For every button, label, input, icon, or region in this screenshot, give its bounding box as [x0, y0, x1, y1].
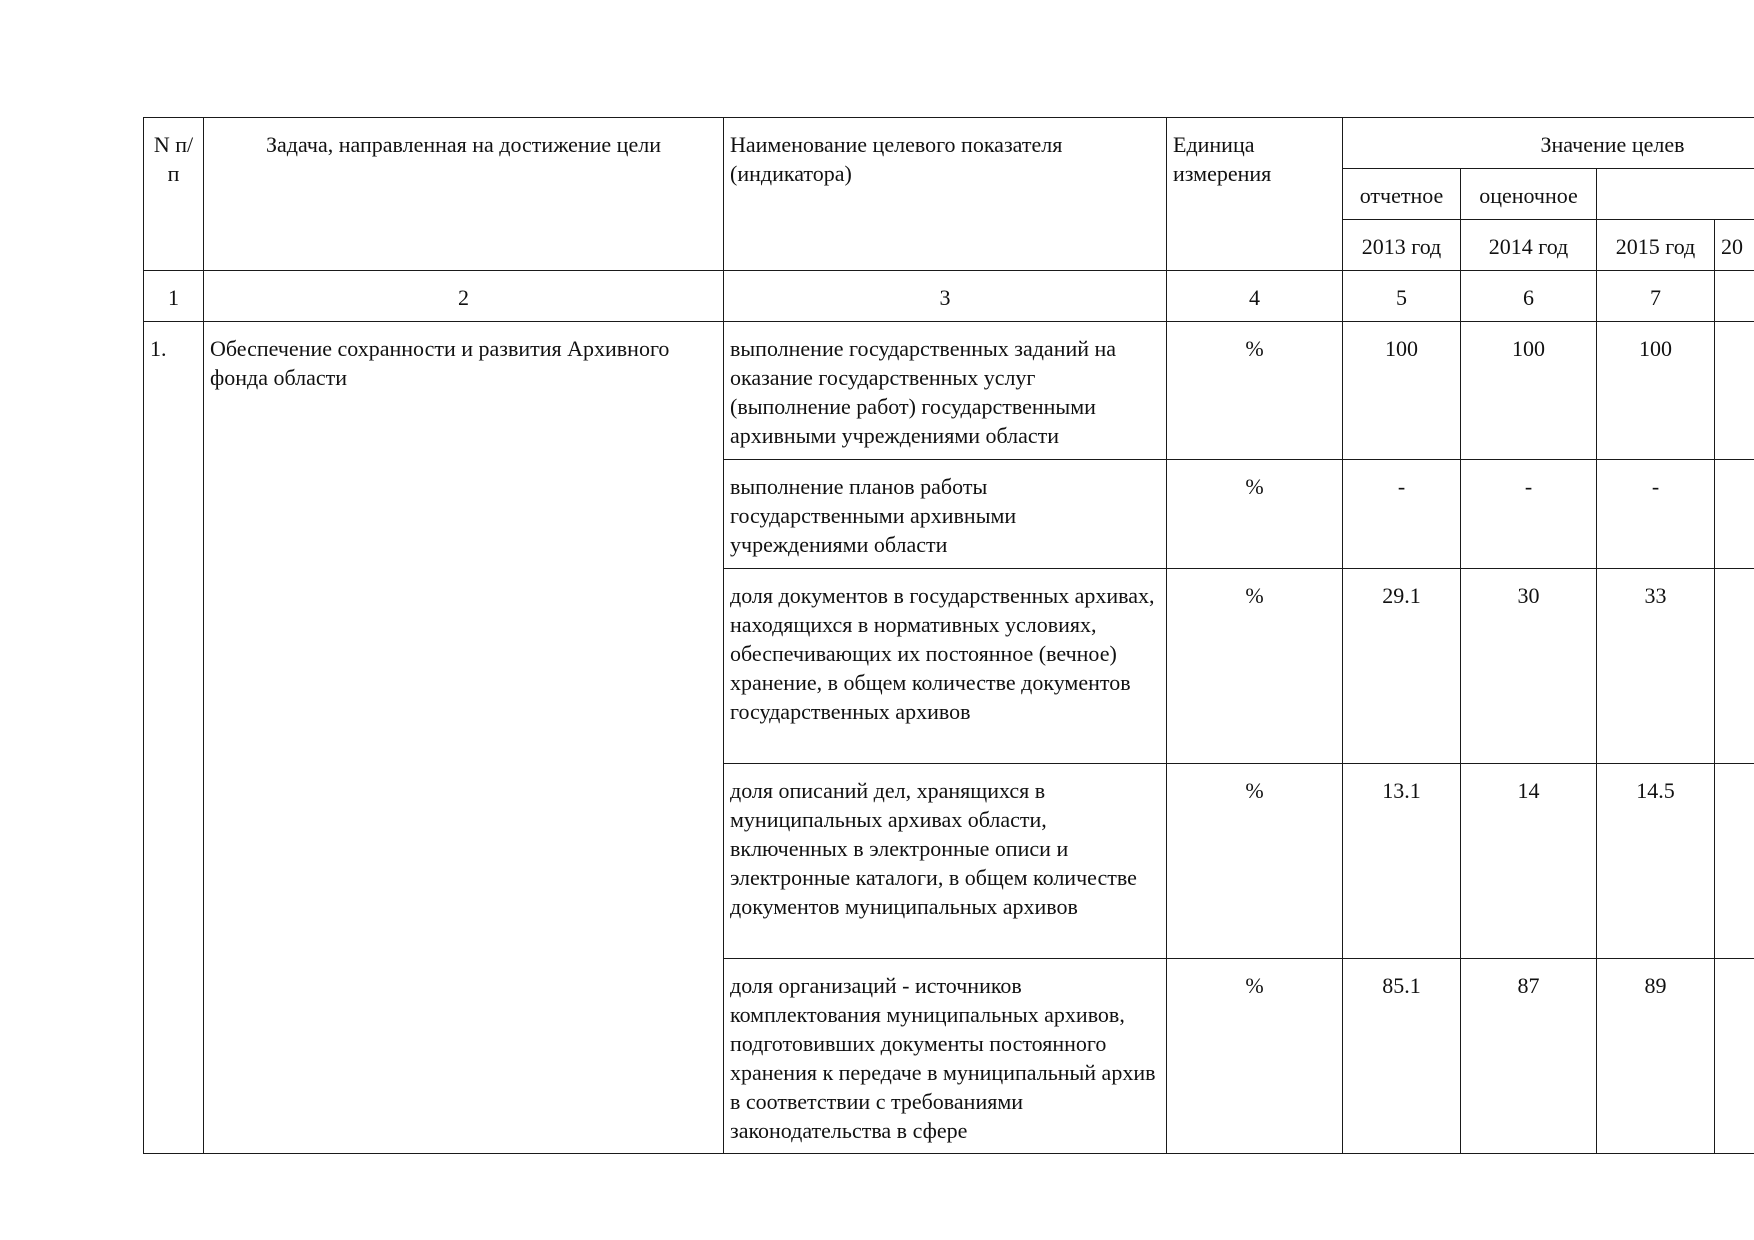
- header-year-2013: 2013 год: [1343, 220, 1461, 271]
- value-2015: 33: [1597, 569, 1715, 764]
- colnum-3: 3: [724, 271, 1167, 322]
- colnum-5: 5: [1343, 271, 1461, 322]
- header-col-unit: Единица измерения: [1167, 118, 1343, 271]
- value-next-empty: [1715, 322, 1754, 460]
- value-2015: 14.5: [1597, 764, 1715, 959]
- indicator-name: доля организаций - источников комплектования муниципальных архивов, подготовивших документы постоянного хранения к передаче в муниципальный архив в соответствии с требованиями законодательства в сфере: [724, 959, 1167, 1154]
- colnum-7: 7: [1597, 271, 1715, 322]
- table-row: [144, 322, 1754, 460]
- colnum-2: 2: [204, 271, 724, 322]
- section-task: Обеспечение сохранности и развития Архивного фонда области: [204, 322, 724, 1154]
- value-2014: -: [1461, 460, 1597, 569]
- value-2013: 100: [1343, 322, 1461, 460]
- value-2013: 85.1: [1343, 959, 1461, 1154]
- value-2013: 29.1: [1343, 569, 1461, 764]
- indicator-unit: %: [1167, 569, 1343, 764]
- indicator-unit: %: [1167, 959, 1343, 1154]
- indicator-name: выполнение планов работы государственными архивными учреждениями области: [724, 460, 1167, 569]
- value-2014: 14: [1461, 764, 1597, 959]
- value-2015: -: [1597, 460, 1715, 569]
- header-reported: отчетное: [1343, 169, 1461, 220]
- header-col-indicator: Наименование целевого показателя (индикатора): [724, 118, 1167, 271]
- header-col-values: Значение целев: [1343, 118, 1754, 169]
- column-number-row: [144, 271, 1754, 322]
- colnum-1: 1: [144, 271, 204, 322]
- value-2015: 100: [1597, 322, 1715, 460]
- value-2013: -: [1343, 460, 1461, 569]
- value-next-empty: [1715, 460, 1754, 569]
- section-number: 1.: [144, 322, 204, 1154]
- header-col-task: Задача, направленная на достижение цели: [204, 118, 724, 271]
- header-col-num: N п/п: [144, 118, 204, 271]
- indicator-name: доля документов в государственных архивах, находящихся в нормативных условиях, обеспечивающих их постоянное (вечное) хранение, в общем количестве документов государственных архивов: [724, 569, 1167, 764]
- indicator-unit: %: [1167, 322, 1343, 460]
- indicator-unit: %: [1167, 460, 1343, 569]
- colnum-4: 4: [1167, 271, 1343, 322]
- value-next-empty: [1715, 569, 1754, 764]
- header-row: [144, 118, 1754, 169]
- value-2014: 87: [1461, 959, 1597, 1154]
- value-2015: 89: [1597, 959, 1715, 1154]
- indicator-unit: %: [1167, 764, 1343, 959]
- header-year-2014: 2014 год: [1461, 220, 1597, 271]
- value-next-empty: [1715, 764, 1754, 959]
- indicator-name: доля описаний дел, хранящихся в муниципальных архивах области, включенных в электронные описи и электронные каталоги, в общем количестве документов муниципальных архивов: [724, 764, 1167, 959]
- indicator-name: выполнение государственных заданий на оказание государственных услуг (выполнение работ) государственными архивными учреждениями области: [724, 322, 1167, 460]
- colnum-6: 6: [1461, 271, 1597, 322]
- header-year-2015: 2015 год: [1597, 220, 1715, 271]
- header-year-next: 20: [1715, 220, 1754, 271]
- target-indicators-table: [143, 117, 1754, 1154]
- header-estimated: оценочное: [1461, 169, 1597, 220]
- value-2014: 30: [1461, 569, 1597, 764]
- colnum-8-empty: [1715, 271, 1754, 322]
- value-2013: 13.1: [1343, 764, 1461, 959]
- value-next-empty: [1715, 959, 1754, 1154]
- header-planned-empty: [1597, 169, 1754, 220]
- value-2014: 100: [1461, 322, 1597, 460]
